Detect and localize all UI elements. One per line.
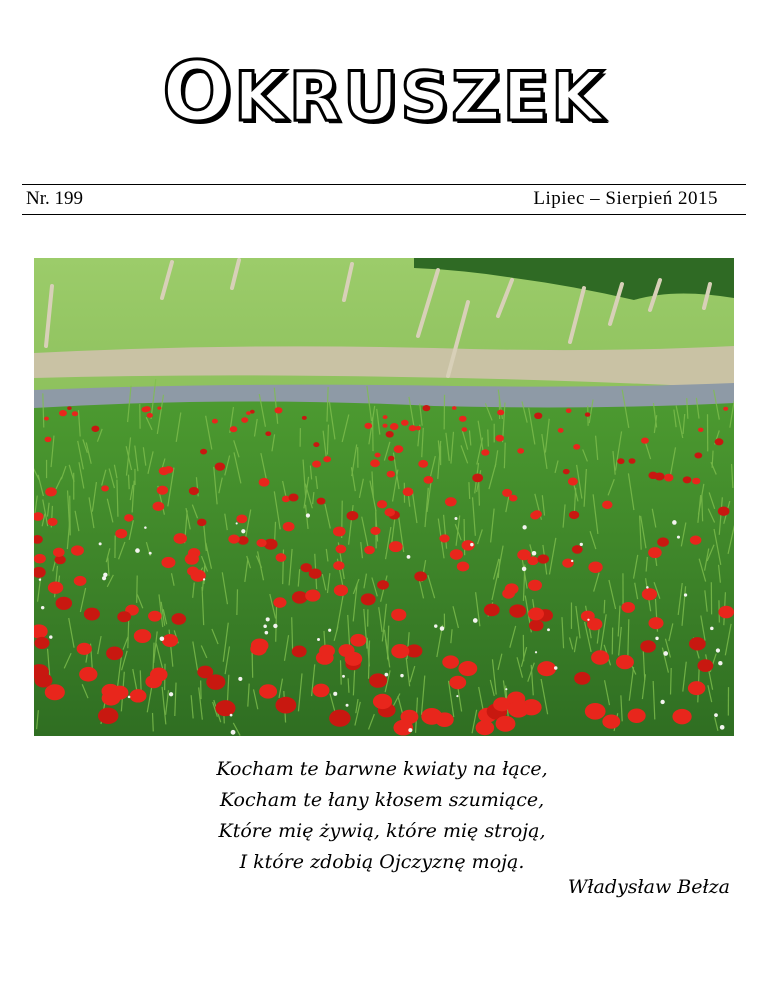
poem-line: I które zdobią Ojczyznę moją. xyxy=(239,851,525,873)
poem-line: Kocham te barwne kwiaty na łące, xyxy=(216,758,548,780)
title-first-letter: O xyxy=(162,45,234,140)
poem-author: Władysław Bełza xyxy=(567,876,730,898)
issue-date: Lipiec – Sierpień 2015 xyxy=(533,188,718,209)
title-rest: KRUSZEK xyxy=(234,58,606,137)
poppy-meadow-photo xyxy=(34,258,734,736)
poem xyxy=(0,754,768,878)
header-rule-bottom xyxy=(22,214,746,215)
magazine-title xyxy=(0,45,768,140)
cover-photo xyxy=(34,258,734,736)
poem-line: Które mię żywią, które mię stroją, xyxy=(218,820,546,842)
header-rule-top xyxy=(22,184,746,185)
poem-line: Kocham te łany kłosem szumiące, xyxy=(219,789,545,811)
issue-number: Nr. 199 xyxy=(26,188,83,209)
